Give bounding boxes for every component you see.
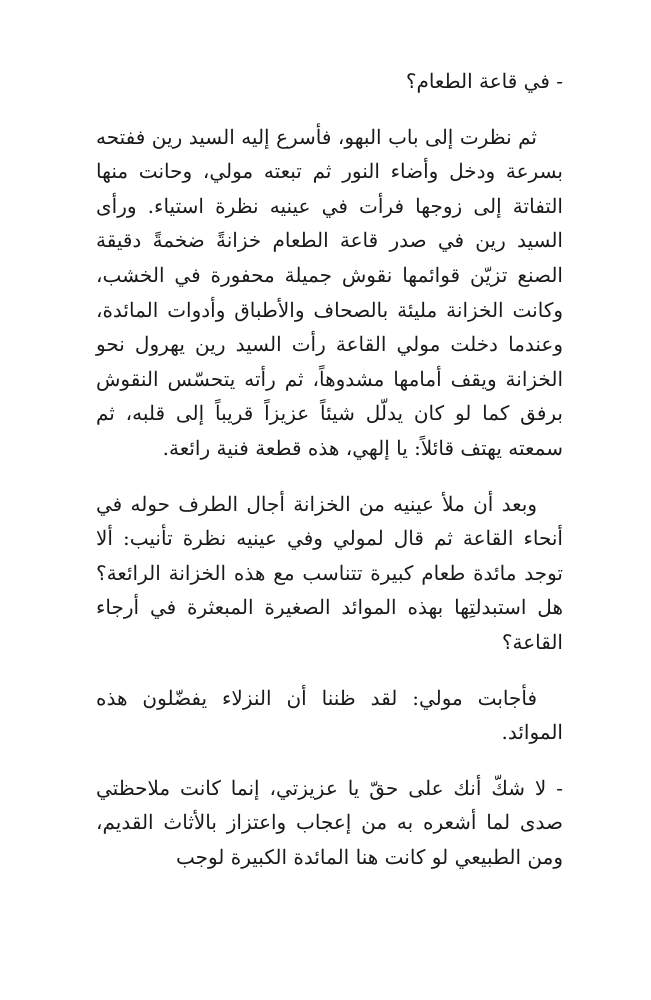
paragraph-dining-hall: ثم نظرت إلى باب البهو، فأسرع إليه السيد رين ففتحه بسرعة ودخل وأضاء النور ثم تبعته مولي، وحانت منها التفاتة إلى زوجها فرأت في عينيه نظرة استياء. ورأى السيد رين في صدر قاعة الطعام خزانةً ضخمةً دقيقة الصنع تزيّن قوائمها نقوش جميلة محفورة في الخشب، وكانت الخزانة مليئة بالصحاف والأطباق وأدوات المائدة، وعندما دخلت مولي القاعة رأت السيد رين يهرول نحو الخزانة ويقف أمامها مشدوهاً، ثم رأته يتحسّس النقوش برفق كما لو كان يدلّل شيئاً عزيزاً قريباً إلى قلبه، ثم سمعته يهتف قائلاً: يا إلهي، هذه قطعة فنية رائعة. <box>96 124 563 460</box>
paragraph-dialogue-question: - في قاعة الطعام؟ <box>405 69 563 93</box>
paragraph-molly-answer: فأجابت مولي: لقد ظننا أن النزلاء يفضّلون هذه الموائد. <box>96 685 563 745</box>
paragraph-looking-around: وبعد أن ملأ عينيه من الخزانة أجال الطرف حوله في أنحاء القاعة ثم قال لمولي وفي عينيه نظرة تأنيب: ألا توجد مائدة طعام كبيرة تتناسب مع هذه الخزانة الرائعة؟ هل استبدلتِها بهذه الموائد الصغيرة المبعثرة في أرجاء القاعة؟ <box>96 491 563 654</box>
book-page <box>96 64 563 895</box>
paragraph-dialogue-reply: - لا شكّ أنك على حقّ يا عزيزتي، إنما كانت ملاحظتي صدى لما أشعره به من إعجاب واعتزاز بالأثاث القديم، ومن الطبيعي لو كانت هنا المائدة الكبيرة لوجب <box>96 775 563 869</box>
